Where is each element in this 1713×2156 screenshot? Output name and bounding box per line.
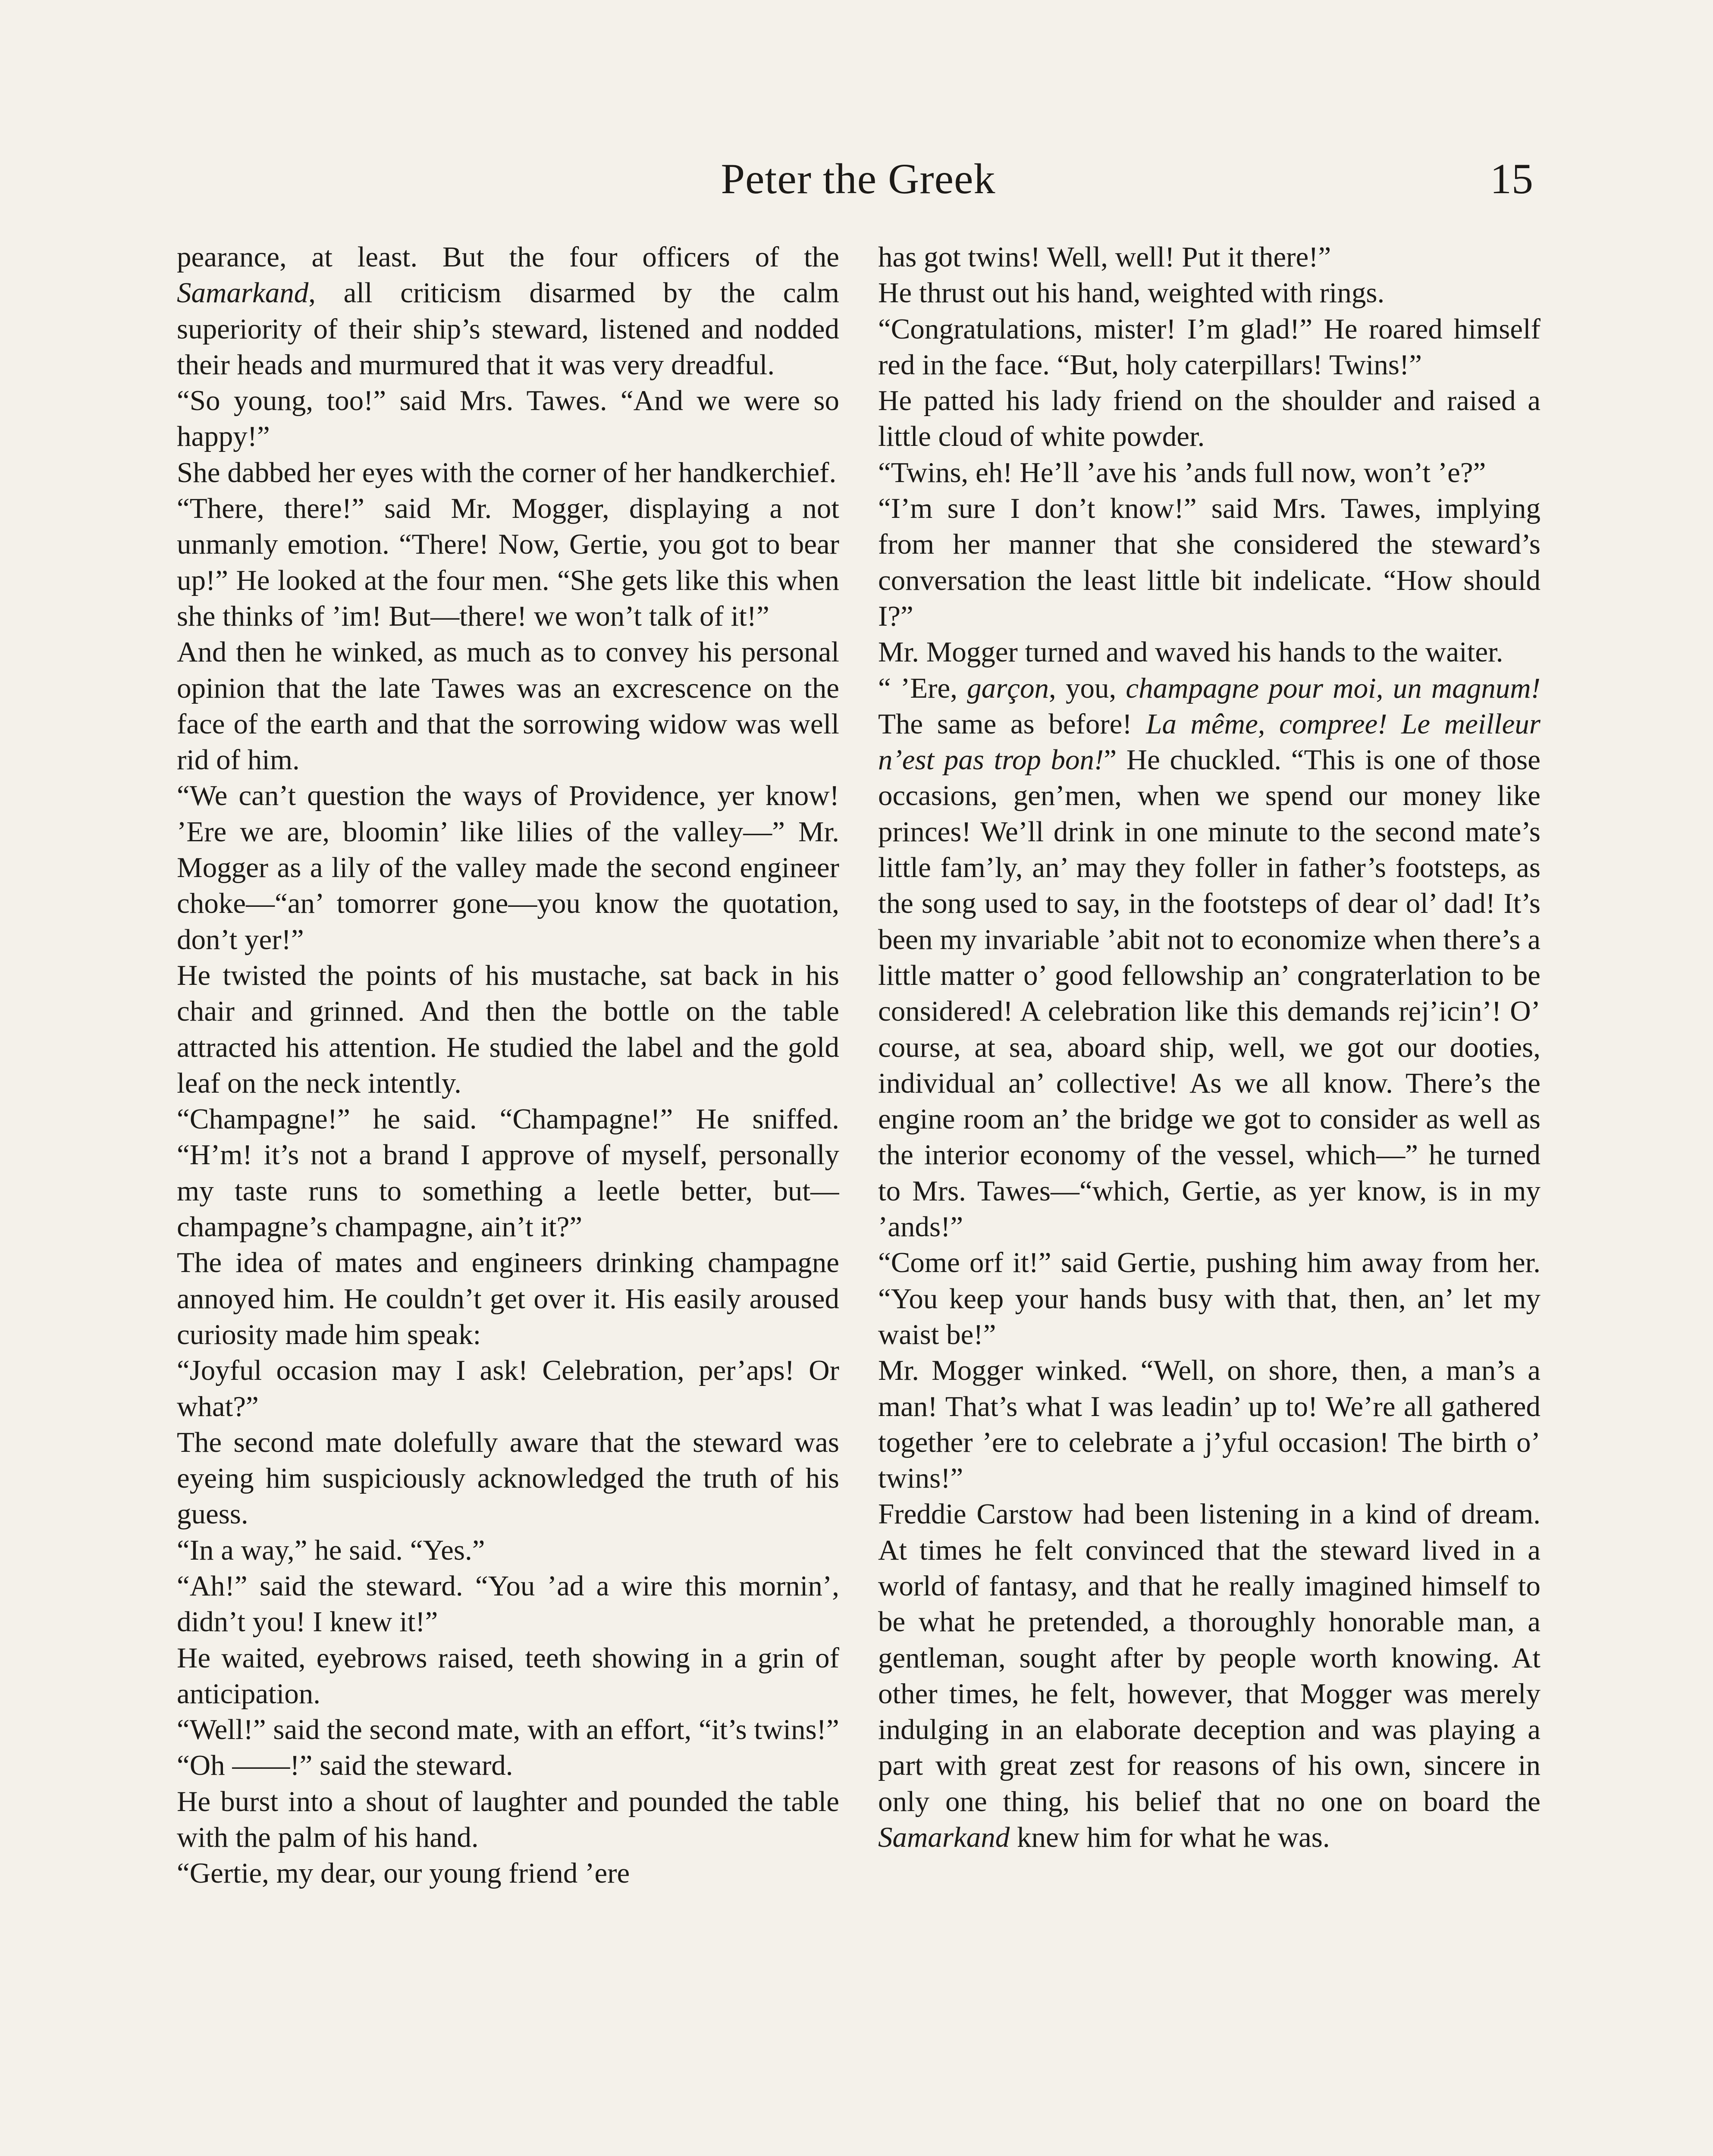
running-head (0, 153, 1713, 205)
text-run: , all criticism disarmed by the calm superiority of their ship’s steward, listened and nodded their heads and murmured that it was very dreadful. (177, 277, 839, 381)
paragraph: “Well!” said the second mate, with an effort, “it’s twins!” (177, 1714, 839, 1746)
text-run: knew him for what he was. (1010, 1821, 1330, 1854)
paragraph: “Oh ——!” said the steward. (177, 1749, 513, 1782)
ship-name: Samarkand (878, 1821, 1010, 1854)
paragraph: “Joyful occasion may I ask! Celebration, per’aps! Or what?” (177, 1354, 839, 1423)
paragraph: “Gertie, my dear, our young friend ’ere (177, 1857, 630, 1890)
french-phrase: La même, compree! Le meilleur n’est pas trop bon! (878, 708, 1540, 776)
paragraph: He patted his lady friend on the shoulder and raised a little cloud of white powder. (878, 385, 1540, 453)
text-run: , you, (1049, 672, 1126, 704)
paragraph: He twisted the points of his mustache, sat back in his chair and grinned. And then the bottle on the table attracted his attention. He studied the label and the gold leaf on the neck intently. (177, 959, 839, 1099)
paragraph: “Ah!” said the steward. “You ’ad a wire this mornin’, didn’t you! I knew it!” (177, 1570, 839, 1638)
paragraph: “We can’t question the ways of Providence, yer know! ’Ere we are, bloomin’ like lilies of the valley—” Mr. Mogger as a lily of the valley made the second engineer choke—“an’ tomorrer gone—you know the quotation, don’t yer!” (177, 780, 839, 956)
text-run: pearance, at least. But the four officers of the (177, 241, 839, 273)
text-run: ” He chuckled. “This is one of those occasions, gen’men, when we spend our money like princes! We’ll drink in one minute to the second mate’s little fam’ly, an’ may they foller in father’s footsteps, as the song used to say, in the footsteps of dear ol’ dad! It’s been my invariable ’abit not to economize when there’s a little matter o’ good fellowship an’ congraterlation to be considered! A celebration like this demands rej’icin’! O’ course, at sea, aboard ship, well, we got our dooties, individual an’ collective! As we all know. There’s the engine room an’ the bridge we got to consider as well as the interior economy of the vessel, which—” he turned to Mrs. Tawes—“which, Gertie, as yer know, is in my ’ands!” (878, 744, 1540, 1243)
paragraph: Mr. Mogger turned and waved his hands to the waiter. (878, 636, 1503, 668)
ship-name: Samarkand (177, 277, 309, 309)
text-run: “ ’Ere, (878, 672, 967, 704)
right-column (878, 239, 1540, 2156)
paragraph: Mr. Mogger winked. “Well, on shore, then, a man’s a man! That’s what I was leadin’ up to! We’re all gathered together ’ere to celebrate a j’yful occasion! The birth o’ twins!” (878, 1354, 1540, 1495)
paragraph: “Twins, eh! He’ll ’ave his ’ands full now, won’t ’e?” (878, 456, 1486, 489)
paragraph: “In a way,” he said. “Yes.” (177, 1534, 485, 1566)
french-phrase: champagne pour moi, un magnum! (1126, 672, 1540, 704)
paragraph: She dabbed her eyes with the corner of her handkerchief. (177, 456, 837, 489)
paragraph: And then he winked, as much as to convey his personal opinion that the late Tawes was an excrescence on the face of the earth and that the sorrowing widow was well rid of him. (177, 636, 839, 776)
page-title: Peter the Greek (721, 155, 996, 203)
paragraph: has got twins! Well, well! Put it there!” (878, 241, 1331, 273)
french-phrase: garçon (967, 672, 1049, 704)
paragraph: The second mate dolefully aware that the steward was eyeing him suspiciously acknowledged the truth of his guess. (177, 1426, 839, 1530)
page-number: 15 (1490, 155, 1533, 203)
paragraph (177, 239, 839, 383)
paragraph: “So young, too!” said Mrs. Tawes. “And we were so happy!” (177, 385, 839, 453)
paragraph: He thrust out his hand, weighted with rings. (878, 277, 1385, 309)
paragraph: He burst into a shout of laughter and pounded the table with the palm of his hand. (177, 1785, 839, 1854)
text-run: Freddie Carstow had been listening in a kind of dream. At times he felt convinced that the steward lived in a world of fantasy, and that he really imagined himself to be what he pretended, a thoroughly honorable man, a gentleman, sought after by people worth knowing. At other times, he felt, however, that Mogger was merely indulging in an elaborate deception and was playing a part with great zest for reasons of his own, sincere in only one thing, his belief that no one on board the (878, 1498, 1540, 1818)
paragraph: “I’m sure I don’t know!” said Mrs. Tawes, implying from her manner that she considered the steward’s conversation the least little bit indelicate. “How should I?” (878, 492, 1540, 632)
paragraph: The idea of mates and engineers drinking champagne annoyed him. He couldn’t get over it. His easily aroused curiosity made him speak: (177, 1247, 839, 1351)
paragraph: “There, there!” said Mr. Mogger, displaying a not unmanly emotion. “There! Now, Gertie, you got to bear up!” He looked at the four men. “She gets like this when she thinks of ’im! But—there! we won’t talk of it!” (177, 492, 839, 632)
paragraph: “Champagne!” he said. “Champagne!” He sniffed. “H’m! it’s not a brand I approve of myself, personally my taste runs to something a leetle better, but—champagne’s champagne, ain’t it?” (177, 1103, 839, 1243)
paragraph: “Congratulations, mister! I’m glad!” He roared himself red in the face. “But, holy caterpillars! Twins!” (878, 313, 1540, 381)
text-run: The same as before! (878, 708, 1146, 740)
paragraph: “Come orf it!” said Gertie, pushing him away from her. “You keep your hands busy with that, then, an’ let my waist be!” (878, 1247, 1540, 1351)
left-column (177, 239, 839, 2156)
paragraph: He waited, eyebrows raised, teeth showing in a grin of anticipation. (177, 1642, 839, 1710)
paragraph (878, 671, 1540, 1245)
paragraph (878, 1496, 1540, 1855)
